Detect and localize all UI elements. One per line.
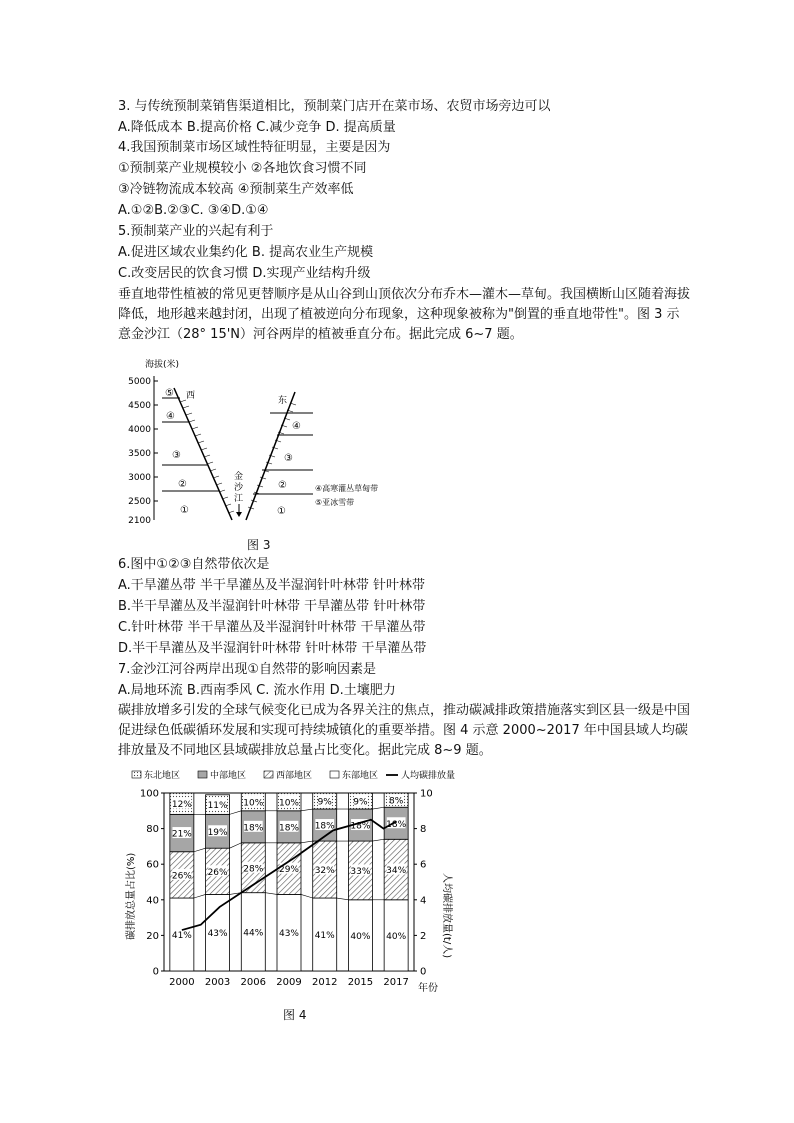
data-label-中部地区: 21% — [171, 829, 192, 840]
figure-4-chart — [118, 765, 458, 1000]
right-tick-label: 4 — [420, 895, 427, 907]
passage-vegetation: 垂直地带性植被的常见更替顺序是从山谷到山顶依次分布乔木—灌木—草甸。我国横断山区随着海拔降低，地形越来越封闭，出现了植被逆向分布现象，这种现象被称为"倒置的垂直地带性"。图 3 示意金沙江（28° 15'N）河谷两岸的植被垂直分布。据此完成 6~7 题。 — [118, 287, 691, 342]
data-label-西部地区: 32% — [314, 866, 335, 877]
q6-option-b: B.半干旱灌丛及半湿润针叶林带 干旱灌丛带 针叶林带 — [118, 599, 426, 614]
segment-connector — [230, 843, 242, 848]
fig3-west-zone2: ② — [178, 479, 187, 490]
q6-stem: 6.图中①②③自然带依次是 — [118, 557, 270, 572]
q5-options1: A.促进区域农业集约化 B. 提高农业生产规模 — [118, 245, 374, 260]
left-tick-label: 0 — [152, 966, 159, 978]
segment-connector — [372, 807, 384, 809]
legend-label-1: 中部地区 — [210, 771, 247, 781]
q6-option-a: A.干旱灌丛带 半干旱灌丛及半湿润针叶林带 针叶林带 — [118, 578, 426, 593]
fig3-river-arrowhead — [236, 512, 242, 517]
data-label-中部地区: 18% — [350, 821, 371, 832]
fig3-west-label: 西 — [186, 391, 196, 401]
fig4-xlabel: 年份 — [418, 983, 438, 994]
data-label-东北地区: 9% — [353, 797, 368, 808]
fig3-west-slope — [174, 388, 232, 520]
data-label-东北地区: 10% — [278, 798, 300, 809]
fig3-river-label — [234, 470, 244, 504]
fig3-tick-2100: 2100 — [128, 516, 151, 526]
data-label-西部地区: 34% — [386, 866, 407, 877]
passage-carbon: 碳排放增多引发的全球气候变化已成为各界关注的焦点，推动碳减排政策措施落实到区县一级是中国促进绿色低碳循环发展和实现可持续城镇化的重要举措。图 4 示意 2000~2017 年中国县域人均碳排放量及不同地区县域碳排放总量占比变化。据此完成 8~9 题。 — [118, 703, 691, 758]
x-tick-label: 2009 — [276, 977, 302, 988]
svg-text:江: 江 — [234, 494, 244, 504]
fig3-east-zone2: ② — [278, 480, 287, 491]
legend-label-3: 东部地区 — [342, 771, 379, 781]
fig3-ylabel: 海拔(米) — [145, 360, 180, 370]
fig3-tick-3000: 3000 — [128, 473, 151, 483]
right-tick-label: 0 — [420, 966, 427, 978]
q6-option-d: D.半干旱灌丛及半湿润针叶林带 针叶林带 干旱灌丛带 — [118, 641, 427, 656]
fig3-east-zone4: ④ — [292, 421, 301, 432]
data-label-西部地区: 29% — [278, 865, 300, 876]
fig3-legend4: ④高寒灌丛草甸带 — [315, 484, 379, 493]
figure-3-diagram — [118, 350, 418, 530]
data-label-东北地区: 12% — [171, 800, 192, 811]
q7-options: A.局地环流 B.西南季风 C. 流水作用 D.土壤肥力 — [118, 683, 396, 698]
legend-label-2: 西部地区 — [276, 771, 313, 781]
q4-stem: 4.我国预制菜市场区域性特征明显，主要是因为 — [118, 140, 391, 155]
segment-connector — [301, 894, 313, 898]
fig3-west-zone4: ④ — [166, 411, 175, 422]
fig3-west-zone1: ① — [180, 505, 189, 516]
data-label-中部地区: 18% — [243, 823, 264, 834]
x-tick-label: 2017 — [383, 977, 409, 988]
legend-swatch-1 — [198, 771, 207, 778]
fig3-caption: 图 3 — [247, 538, 271, 552]
q6-option-c: C.针叶林带 半干旱灌丛及半湿润针叶林带 干旱灌丛带 — [118, 620, 426, 635]
segment-connector — [230, 811, 242, 815]
q3-options: A.降低成本 B.提高价格 C.减少竞争 D. 提高质量 — [118, 120, 396, 135]
segment-connector — [337, 898, 349, 900]
segment-connector — [265, 893, 277, 895]
x-tick-label: 2003 — [204, 977, 231, 988]
x-tick-label: 2012 — [311, 977, 338, 988]
q4-options: A.①②B.②③C. ③④D.①④ — [118, 203, 269, 218]
left-tick-label: 20 — [146, 930, 159, 942]
data-label-中部地区: 18% — [314, 821, 335, 832]
legend-swatch-2 — [264, 771, 273, 778]
left-tick-label: 100 — [139, 788, 159, 800]
segment-connector — [194, 894, 206, 898]
legend-swatch-0 — [132, 771, 141, 778]
data-label-西部地区: 26% — [207, 867, 228, 878]
data-label-东部地区: 43% — [207, 929, 228, 940]
data-label-东北地区: 10% — [243, 798, 264, 809]
data-label-东部地区: 40% — [386, 931, 407, 942]
fig3-east-label: 东 — [278, 396, 288, 406]
data-label-东部地区: 44% — [243, 928, 264, 939]
fig4-ylabel-right: 人均碳排放量(t/人) — [441, 873, 452, 959]
right-tick-label: 6 — [420, 859, 427, 871]
q3-stem: 3. 与传统预制菜销售渠道相比，预制菜门店开在菜市场、农贸市场旁边可以 — [118, 99, 551, 114]
q5-options2: C.改变居民的饮食习惯 D.实现产业结构升级 — [118, 266, 371, 281]
x-tick-label: 2006 — [240, 977, 267, 988]
data-label-东北地区: 8% — [389, 796, 404, 807]
segment-connector — [301, 841, 313, 843]
segment-connector — [194, 848, 206, 852]
fig4-caption: 图 4 — [283, 1008, 307, 1022]
segment-connector — [372, 839, 384, 841]
fig3-legend5: ⑤亚冰雪带 — [315, 498, 355, 507]
svg-text:金: 金 — [234, 472, 244, 482]
data-label-中部地区: 18% — [278, 823, 300, 834]
fig3-west-zone3: ③ — [172, 450, 181, 461]
x-tick-label: 2015 — [347, 977, 374, 988]
data-label-东部地区: 40% — [350, 931, 371, 942]
right-tick-label: 10 — [420, 788, 433, 800]
svg-text:沙: 沙 — [234, 483, 244, 493]
fig3-tick-3500: 3500 — [128, 449, 151, 459]
fig3-east-zone3: ③ — [284, 453, 293, 464]
q4-item2: ③冷链物流成本较高 ④预制菜生产效率低 — [118, 182, 354, 197]
fig3-tick-4000: 4000 — [128, 425, 151, 435]
data-label-西部地区: 26% — [171, 871, 192, 882]
x-tick-label: 2000 — [169, 977, 195, 988]
q7-stem: 7.金沙江河谷两岸出现①自然带的影响因素是 — [118, 662, 377, 677]
legend-label-0: 东北地区 — [144, 771, 181, 781]
data-label-东部地区: 41% — [314, 931, 335, 942]
q4-item1: ①预制菜产业规模较小 ②各地饮食习惯不同 — [118, 161, 367, 176]
data-label-西部地区: 28% — [243, 864, 264, 875]
segment-connector — [301, 809, 313, 811]
legend-label-line: 人均碳排放量 — [401, 771, 456, 781]
q5-stem: 5.预制菜产业的兴起有利于 — [118, 224, 274, 239]
fig3-west-zone5: ⑤ — [165, 388, 174, 399]
fig3-tick-2500: 2500 — [128, 497, 151, 507]
fig3-tick-4500: 4500 — [128, 401, 151, 411]
right-tick-label: 2 — [420, 930, 427, 942]
left-tick-label: 80 — [146, 824, 159, 836]
data-label-东北地区: 9% — [317, 797, 332, 808]
data-label-东部地区: 43% — [278, 929, 300, 940]
fig3-east-zone1: ① — [277, 506, 286, 517]
left-tick-label: 60 — [146, 859, 159, 871]
data-label-东部地区: 41% — [171, 931, 192, 942]
left-tick-label: 40 — [146, 895, 159, 907]
legend-swatch-3 — [330, 771, 339, 778]
data-label-中部地区: 18% — [386, 819, 407, 830]
fig4-ylabel-left: 碳排放总量占比(%) — [126, 852, 137, 940]
data-label-西部地区: 33% — [350, 866, 371, 877]
data-label-中部地区: 19% — [207, 827, 228, 838]
fig3-tick-5000: 5000 — [128, 377, 151, 387]
right-tick-label: 8 — [420, 824, 427, 836]
data-label-东北地区: 11% — [207, 801, 228, 812]
